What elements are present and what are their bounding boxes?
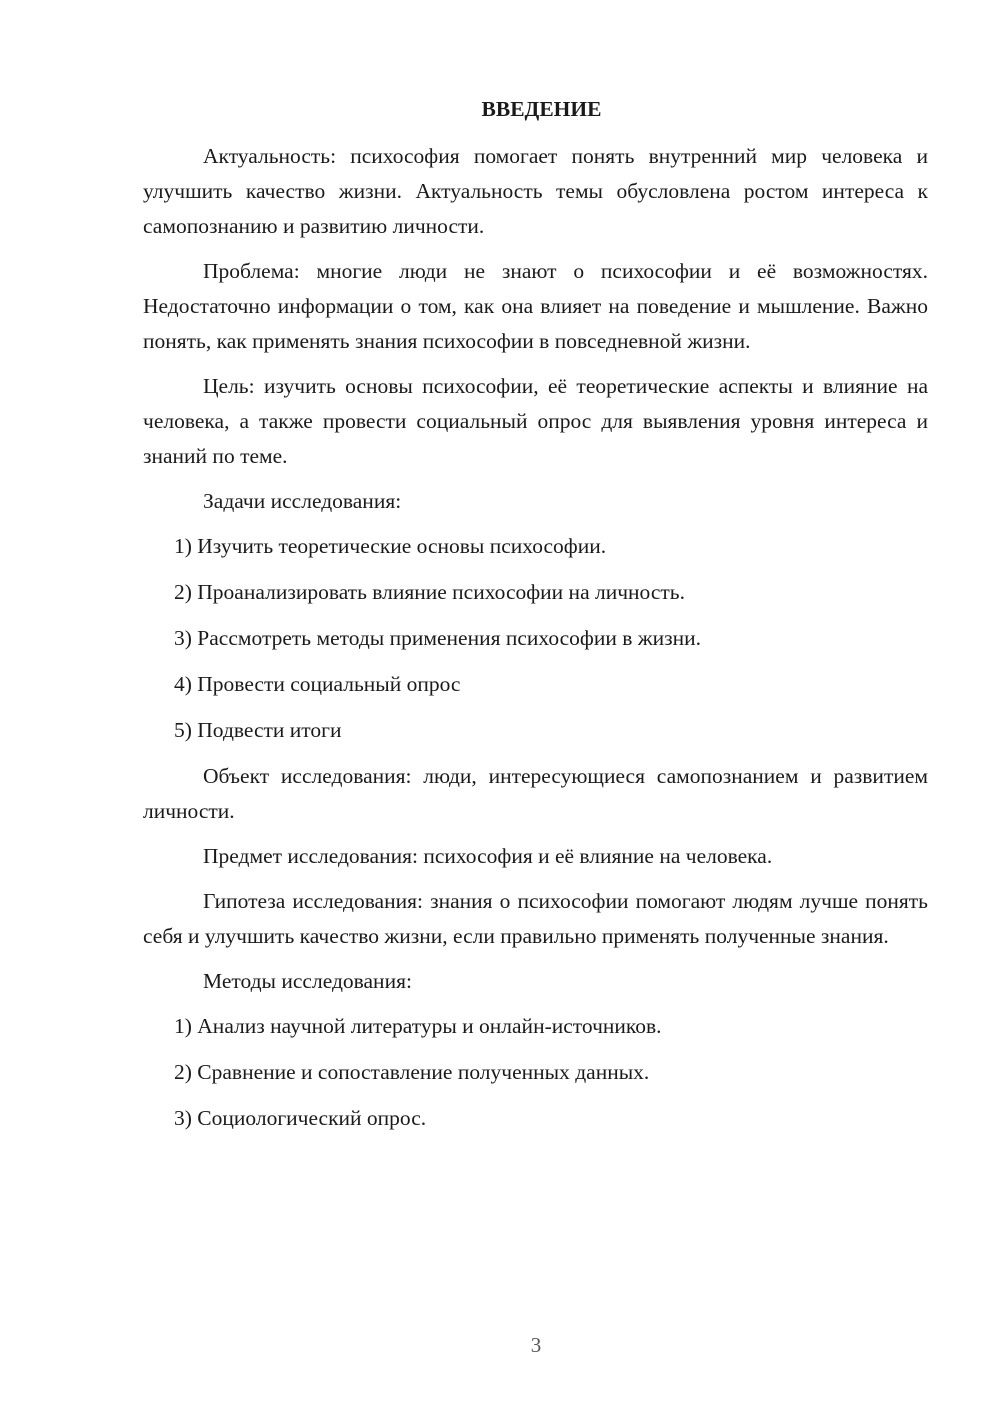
tasks-list: [143, 529, 928, 748]
hypothesis-paragraph: Гипотеза исследования: знания о психософии помогают людям лучше понять себя и улучшить качество жизни, если правильно применять полученные знания.: [143, 889, 928, 948]
tasks-heading: Задачи исследования:: [203, 489, 402, 513]
method-item: 2) Сравнение и сопоставление полученных данных.: [174, 1060, 650, 1084]
method-item: 3) Социологический опрос.: [174, 1106, 427, 1130]
task-item: 5) Подвести итоги: [174, 718, 342, 742]
subject-paragraph: Предмет исследования: психософия и её влияние на человека.: [203, 844, 773, 868]
goal-paragraph: Цель: изучить основы психософии, её теоретические аспекты и влияние на человека, а также провести социальный опрос для выявления уровня интереса и знаний по теме.: [143, 374, 928, 468]
document-page: [143, 92, 928, 1147]
object-paragraph: Объект исследования: люди, интересующиеся самопознанием и развитием личности.: [143, 764, 928, 823]
task-item: 1) Изучить теоретические основы психософии.: [174, 534, 607, 558]
section-title: ВВЕДЕНИЕ: [481, 97, 602, 121]
methods-heading: Методы исследования:: [203, 969, 412, 993]
page-number: 3: [530, 1333, 542, 1357]
relevance-paragraph: Актуальность: психософия помогает понять внутренний мир человека и улучшить качество жизни. Актуальность темы обусловлена ростом интереса к самопознанию и развитию личности.: [143, 144, 928, 238]
problem-paragraph: Проблема: многие люди не знают о психософии и её возможностях. Недостаточно информации о том, как она влияет на поведение и мышление. Важно понять, как применять знания психософии в повседневной жизни.: [143, 259, 928, 353]
methods-list: [143, 1009, 928, 1136]
method-item: 1) Анализ научной литературы и онлайн-источников.: [174, 1014, 662, 1038]
task-item: 2) Проанализировать влияние психософии на личность.: [174, 580, 685, 604]
task-item: 3) Рассмотреть методы применения психософии в жизни.: [174, 626, 702, 650]
task-item: 4) Провести социальный опрос: [174, 672, 461, 696]
